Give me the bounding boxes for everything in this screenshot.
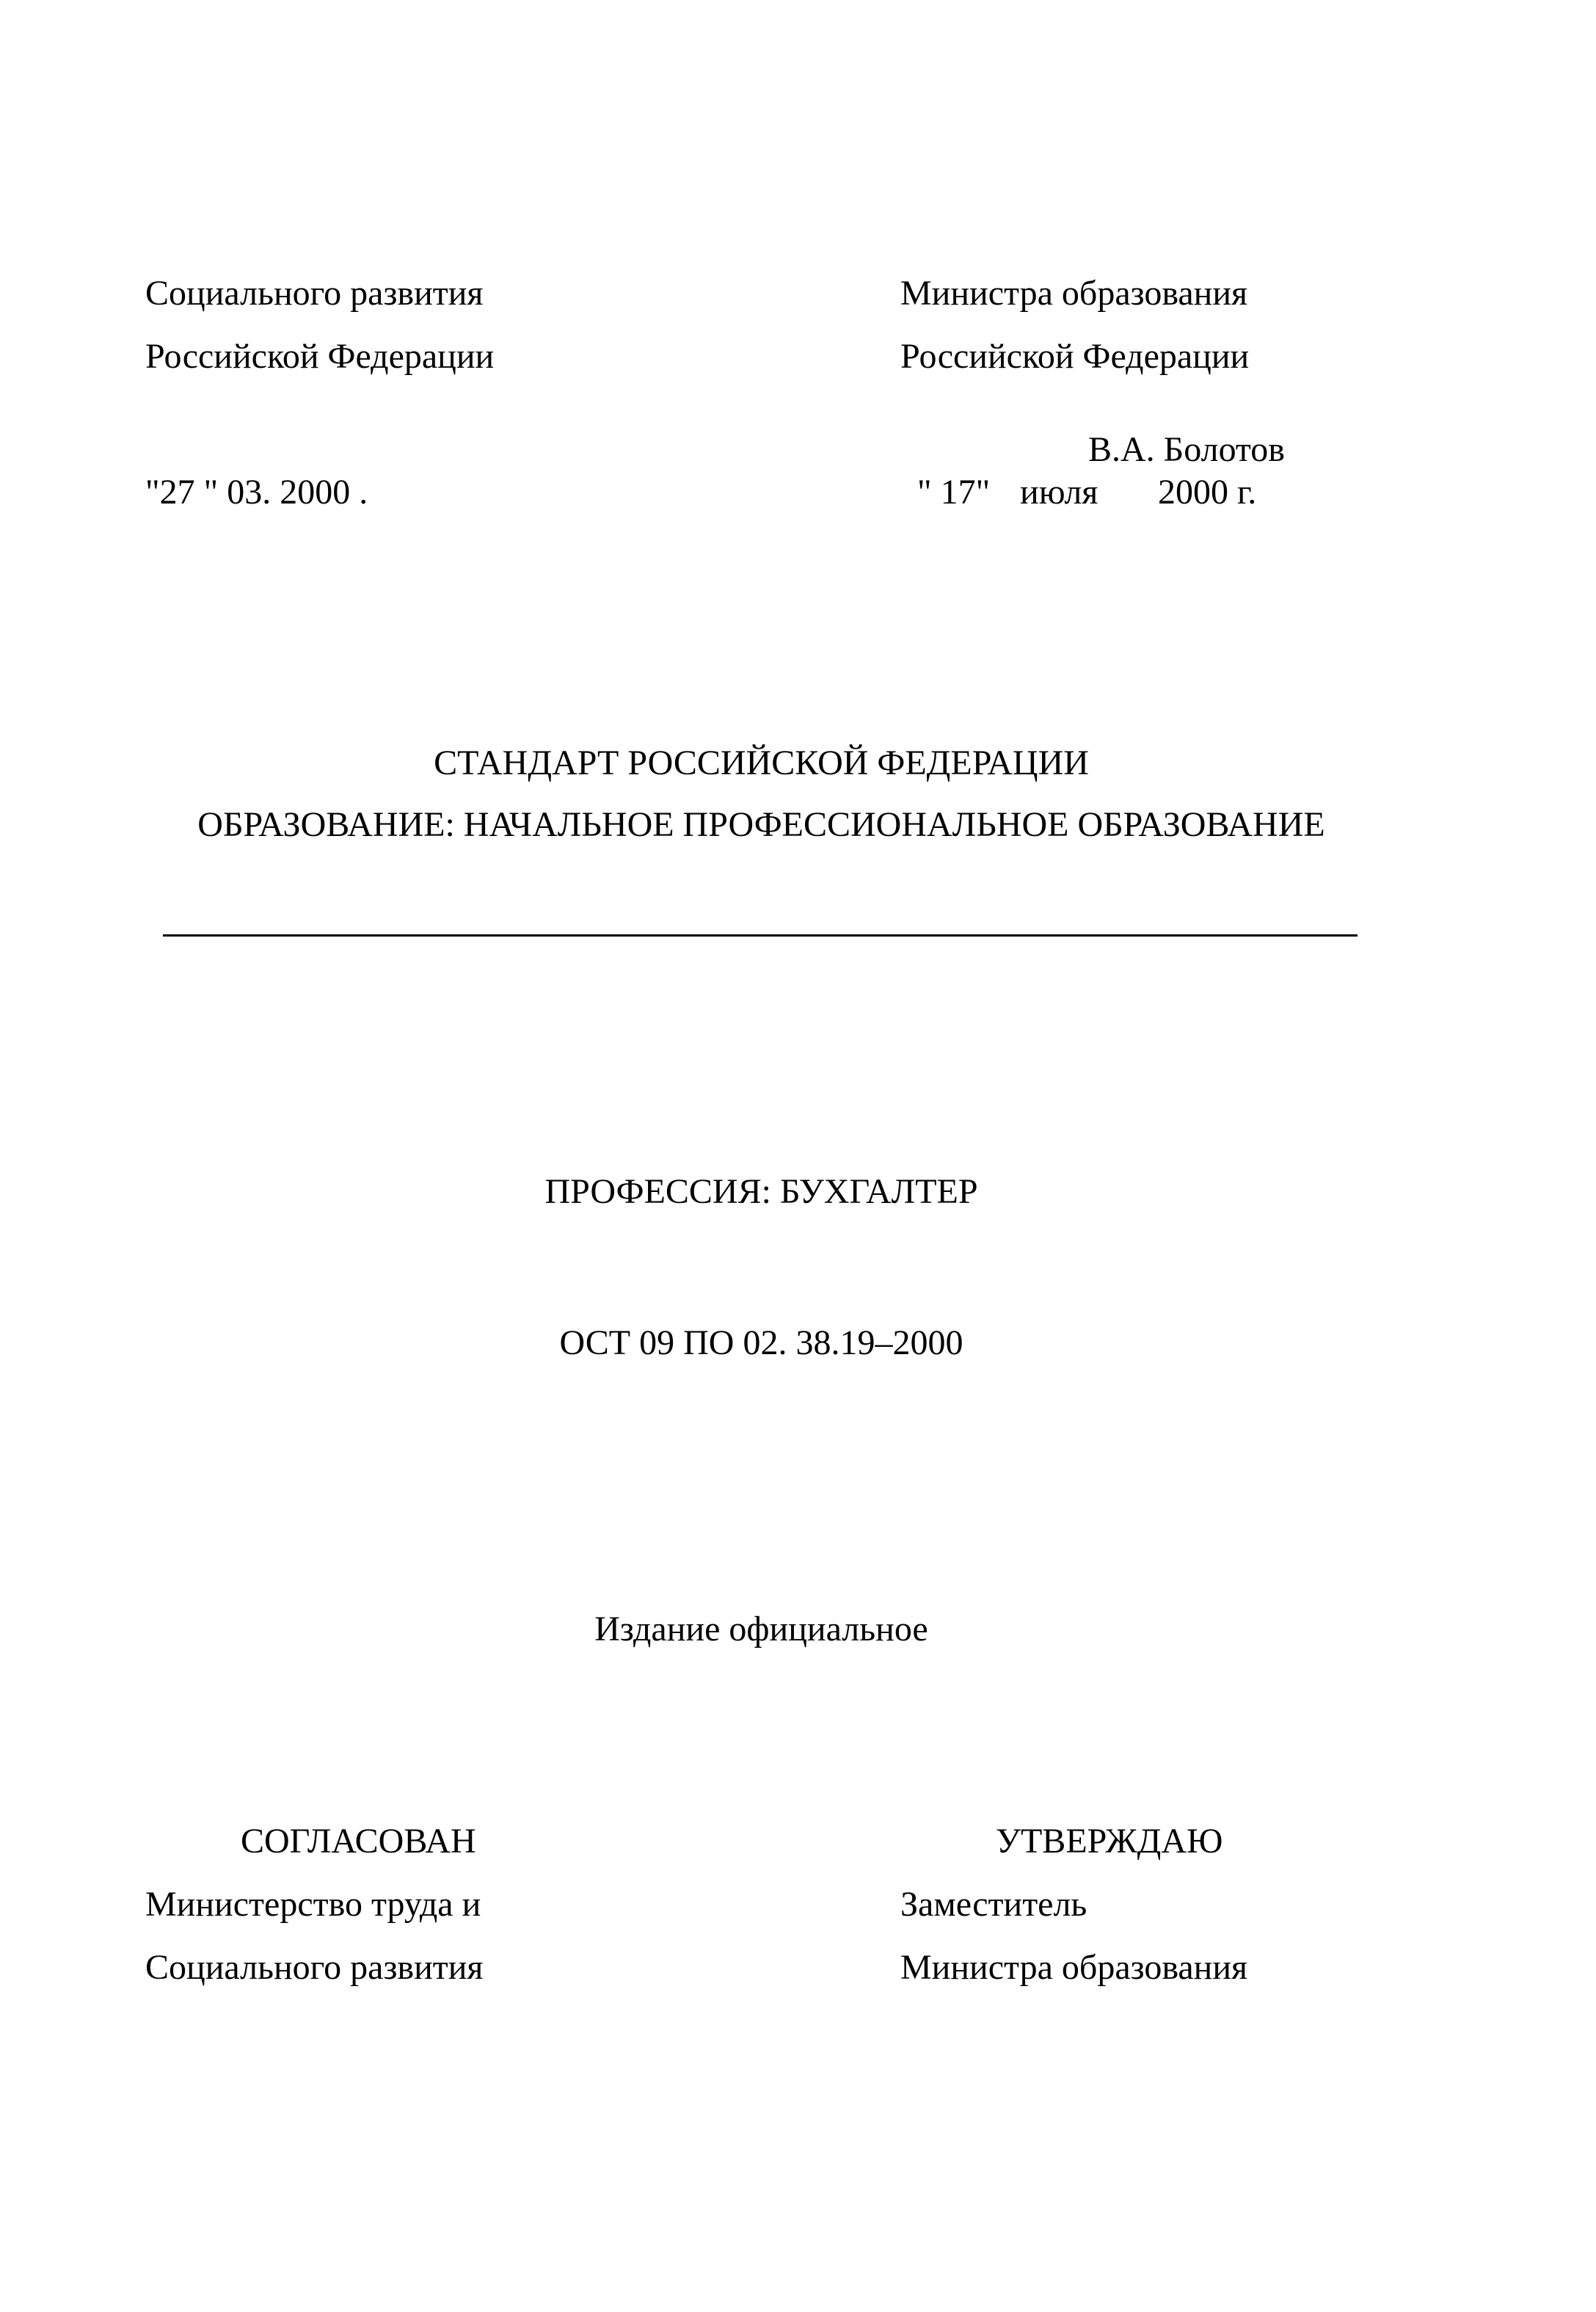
header-right-line1: Министра образования [900, 274, 1248, 313]
standard-code: ОСТ 09 ПО 02. 38.19–2000 [559, 1323, 963, 1362]
header-right-line2: Российской Федерации [900, 337, 1250, 376]
header-left-line1: Социального развития [145, 274, 484, 313]
title-underline [163, 934, 1358, 937]
header-right-date-day: " 17" [917, 473, 991, 512]
footer-left-line2: Социального развития [145, 1948, 484, 1987]
footer-left-heading: СОГЛАСОВАН [241, 1822, 476, 1861]
title-line2: ОБРАЗОВАНИЕ: НАЧАЛЬНОЕ ПРОФЕССИОНАЛЬНОЕ ОБРАЗОВАНИЕ [197, 805, 1325, 844]
profession-title: ПРОФЕССИЯ: БУХГАЛТЕР [544, 1172, 978, 1211]
footer-right-heading: УТВЕРЖДАЮ [996, 1822, 1223, 1861]
footer-left-line1: Министерство труда и [145, 1885, 481, 1924]
title-line1: СТАНДАРТ РОССИЙСКОЙ ФЕДЕРАЦИИ [434, 744, 1089, 782]
header-left-date: "27 " 03. 2000 . [145, 473, 368, 512]
header-left-line2: Российской Федерации [145, 337, 495, 376]
footer-right-line1: Заместитель [900, 1885, 1087, 1924]
edition-label: Издание официальное [594, 1610, 928, 1648]
header-right-date-month: июля [1020, 473, 1098, 512]
header-right-signatory: В.А. Болотов [1088, 430, 1285, 469]
header-right-date-year: 2000 г. [1158, 473, 1257, 512]
footer-right-line2: Министра образования [900, 1948, 1248, 1987]
